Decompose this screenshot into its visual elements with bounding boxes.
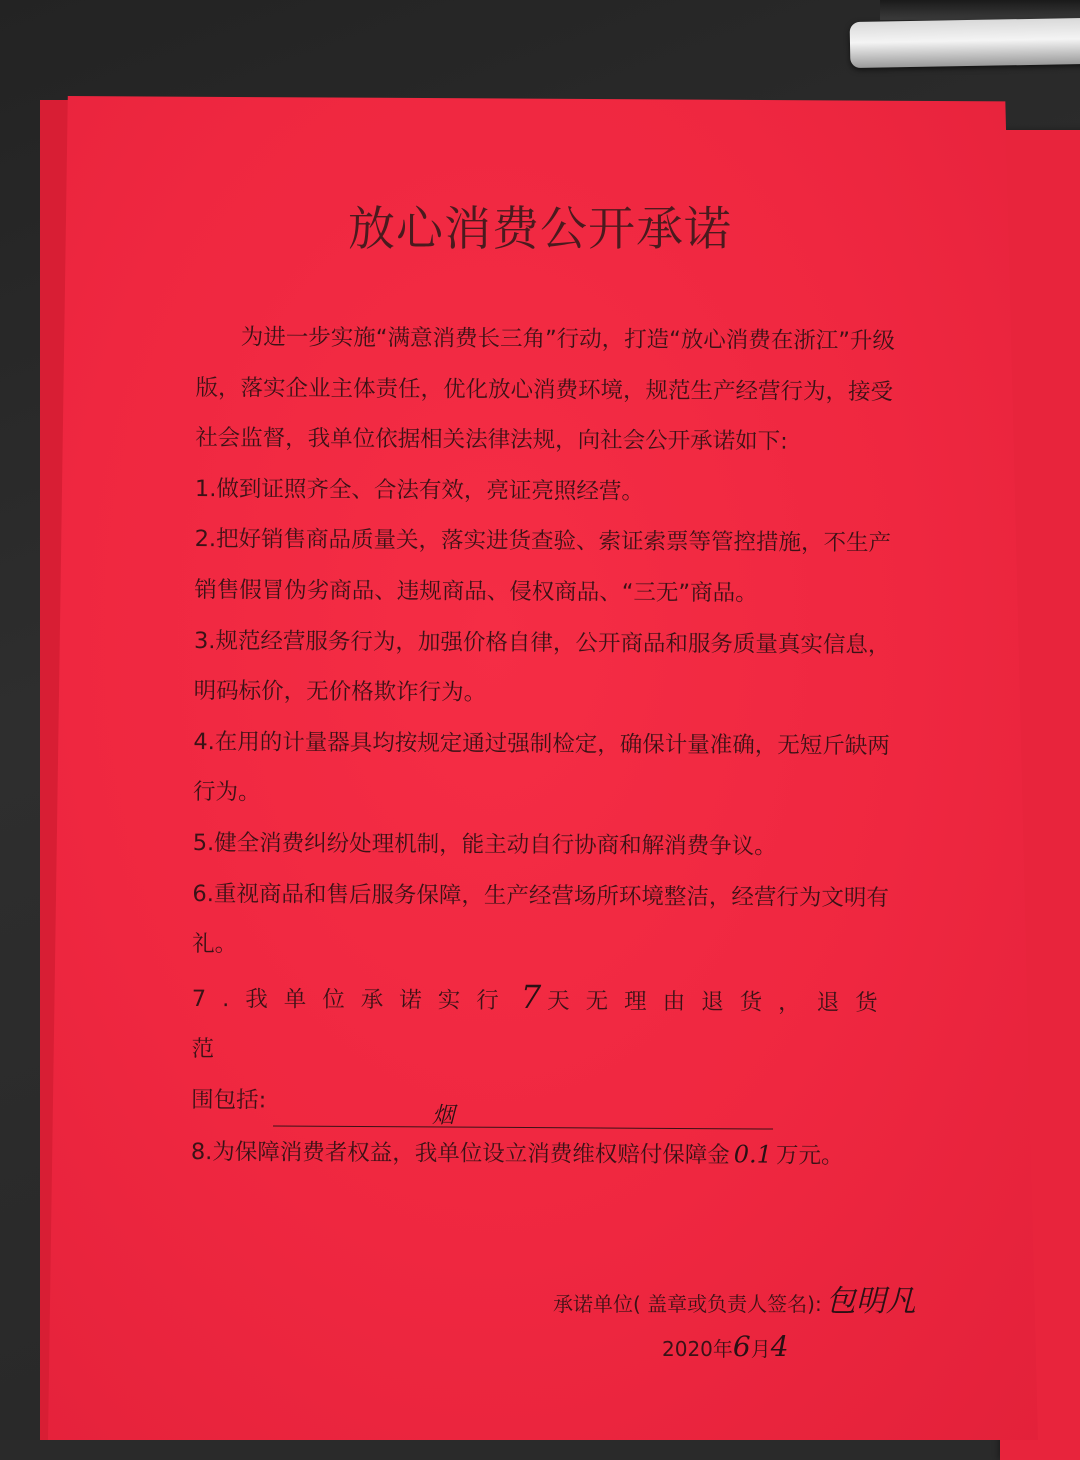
pen: [850, 18, 1080, 68]
signature-handwritten: 包明凡: [825, 1284, 916, 1319]
signature-label: 承诺单位( 盖章或负责人签名):: [553, 1292, 822, 1316]
pledge-item-1: 1.做到证照齐全、合法有效，亮证亮照经营。: [194, 475, 644, 505]
item8-suffix: 万元。: [775, 1142, 844, 1169]
pledge-item-8: [191, 1125, 896, 1181]
item7-middle: 天无理由退货，退货范: [191, 987, 894, 1063]
pledge-item-3: 3.规范经营服务行为，加强价格自律，公开商品和服务质量真实信息，明码标价，无价格欺诈行为。: [193, 627, 891, 706]
item7-prefix: 7.我单位承诺实行: [191, 985, 515, 1014]
date-line: [662, 1330, 789, 1363]
pledge-item-5: 5.健全消费纠纷处理机制，能主动自行协商和解消费争议。: [192, 829, 777, 860]
item8-prefix: 8.为保障消费者权益，我单位设立消费维权赔付保障金: [190, 1138, 730, 1168]
pen-cap: [880, 0, 1080, 20]
pledge-item-6: 6.重视商品和售后服务保障，生产经营场所环境整洁，经营行为文明有礼。: [192, 880, 889, 958]
date-day-handwritten: 4: [770, 1330, 789, 1363]
date-month-handwritten: 6: [732, 1330, 751, 1363]
pledge-item-7-line2: [191, 1075, 896, 1130]
return-scope-handwritten: 烟: [432, 1101, 455, 1129]
item8-amount-handwritten: 0.1: [733, 1139, 773, 1169]
signature-line: [553, 1276, 916, 1320]
item7-line2-prefix: 围包括:: [191, 1086, 267, 1114]
document-title: 放心消费公开承诺: [348, 202, 732, 257]
return-scope-blank: [273, 1093, 773, 1129]
pledge-item-4: 4.在用的计量器具均按规定通过强制检定，确保计量准确，无短斤缺两行为。: [192, 728, 890, 806]
item7-days-handwritten: 7: [520, 977, 542, 1016]
document-body: [191, 312, 901, 1181]
date-month-label: 月: [750, 1337, 771, 1361]
pledge-item-7: [191, 970, 897, 1079]
pledge-item-2: 2.把好销售商品质量关，落实进货查验、索证索票等管控措施，不生产销售假冒伪劣商品、违规商品、侵权商品、“三无”商品。: [194, 526, 892, 607]
date-year: 2020年: [662, 1337, 733, 1361]
intro-paragraph: 为进一步实施“满意消费长三角”行动，打造“放心消费在浙江”升级版，落实企业主体责任，优化放心消费环境，规范生产经营行为，接受社会监督，我单位依据相关法律法规，向社会公开承诺如下:: [195, 324, 896, 455]
